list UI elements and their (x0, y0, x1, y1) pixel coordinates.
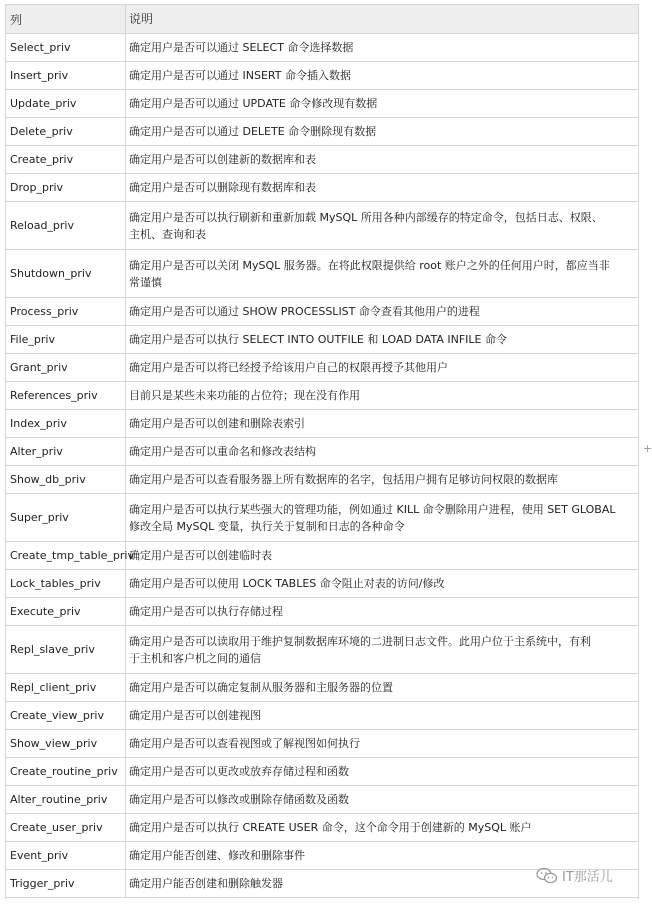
table-row (5, 542, 639, 570)
description-line: 于主机和客户机之间的通信 (129, 651, 261, 665)
privilege-name: Show_view_priv (5, 730, 126, 757)
table-row (5, 758, 639, 786)
table-row (5, 438, 639, 466)
table-row (5, 62, 639, 90)
table-header (5, 4, 639, 34)
privilege-description: 确定用户是否可以将已经授予给该用户自己的权限再授予其他用户 (129, 361, 448, 374)
privilege-name: Select_priv (5, 34, 126, 61)
privilege-name: Repl_slave_priv (5, 626, 126, 673)
privilege-description (126, 202, 639, 249)
table-left-border (5, 4, 6, 899)
description-line: 确定用户是否可以执行某些强大的管理功能，例如通过 KILL 命令删除用户进程，使用 SET GLOBAL (129, 502, 616, 516)
privilege-name: Lock_tables_priv (5, 570, 126, 597)
privilege-description: 确定用户是否可以创建和删除表索引 (129, 417, 305, 430)
table-row (5, 702, 639, 730)
privilege-name: Update_priv (5, 90, 126, 117)
privilege-name: Grant_priv (5, 354, 126, 381)
privilege-name: References_priv (5, 382, 126, 409)
table-row (5, 354, 639, 382)
privilege-description: 确定用户是否可以通过 SHOW PROCESSLIST 命令查看其他用户的进程 (129, 305, 480, 318)
privilege-description: 确定用户是否可以通过 DELETE 命令删除现有数据 (129, 125, 377, 138)
privilege-name: Delete_priv (5, 118, 126, 145)
privilege-description: 确定用户是否可以执行 CREATE USER 命令，这个命令用于创建新的 MySQL 账户 (129, 821, 532, 834)
privilege-description: 目前只是某些未来功能的占位符；现在没有作用 (129, 389, 360, 402)
header-column-description: 说明 (129, 11, 154, 26)
privilege-name: Alter_routine_priv (5, 786, 126, 813)
table-row (5, 730, 639, 758)
table-row (5, 90, 639, 118)
privilege-name: Show_db_priv (5, 466, 126, 493)
table-row (5, 626, 639, 674)
table-row (5, 34, 639, 62)
wechat-icon (536, 867, 558, 885)
privilege-description (126, 494, 639, 541)
privilege-description: 确定用户能否创建、修改和删除事件 (129, 849, 305, 862)
side-plus-mark: + (643, 442, 652, 455)
privilege-table (5, 4, 639, 898)
table-row (5, 118, 639, 146)
privilege-description: 确定用户是否可以更改或放弃存储过程和函数 (129, 765, 349, 778)
privilege-description: 确定用户是否可以通过 UPDATE 命令修改现有数据 (129, 97, 378, 110)
table-row (5, 786, 639, 814)
table-row (5, 250, 639, 298)
privilege-description (126, 250, 639, 297)
description-line: 主机、查询和表 (129, 227, 206, 241)
table-row (5, 570, 639, 598)
privilege-name: Event_priv (5, 842, 126, 869)
privilege-name: Create_priv (5, 146, 126, 173)
table-row (5, 174, 639, 202)
privilege-description: 确定用户是否可以修改或删除存储函数及函数 (129, 793, 349, 806)
description-line: 确定用户是否可以读取用于维护复制数据库环境的二进制日志文件。此用户位于主系统中，有利 (129, 634, 591, 648)
description-line: 确定用户是否可以执行刷新和重新加载 MySQL 所用各种内部缓存的特定命令，包括日志、权限、 (129, 210, 603, 224)
table-row (5, 598, 639, 626)
description-line: 常谨慎 (129, 275, 162, 289)
privilege-name: File_priv (5, 326, 126, 353)
table-row (5, 410, 639, 438)
privilege-description: 确定用户是否可以执行存储过程 (129, 605, 283, 618)
privilege-description (126, 626, 639, 673)
privilege-name: Create_user_priv (5, 814, 126, 841)
header-column-name: 列 (5, 5, 126, 33)
table-row (5, 494, 639, 542)
privilege-name: Super_priv (5, 494, 126, 541)
privilege-name: Drop_priv (5, 174, 126, 201)
privilege-description: 确定用户是否可以创建临时表 (129, 549, 272, 562)
table-row (5, 326, 639, 354)
privilege-description: 确定用户是否可以确定复制从服务器和主服务器的位置 (129, 681, 393, 694)
privilege-description: 确定用户是否可以创建视图 (129, 709, 261, 722)
table-row (5, 814, 639, 842)
privilege-description: 确定用户是否可以执行 SELECT INTO OUTFILE 和 LOAD DATA INFILE 命令 (129, 333, 507, 346)
table-row (5, 146, 639, 174)
privilege-name: Create_view_priv (5, 702, 126, 729)
privilege-description: 确定用户是否可以删除现有数据库和表 (129, 181, 316, 194)
privilege-description: 确定用户是否可以查看视图或了解视图如何执行 (129, 737, 360, 750)
privilege-name: Trigger_priv (5, 870, 126, 897)
privilege-name: Alter_priv (5, 438, 126, 465)
privilege-name: Shutdown_priv (5, 250, 126, 297)
privilege-name: Create_routine_priv (5, 758, 126, 785)
table-row (5, 674, 639, 702)
privilege-name: Execute_priv (5, 598, 126, 625)
privilege-name: Create_tmp_table_priv (5, 542, 126, 569)
privilege-name: Insert_priv (5, 62, 126, 89)
table-row (5, 202, 639, 250)
privilege-name: Process_priv (5, 298, 126, 325)
description-line: 修改全局 MySQL 变量，执行关于复制和日志的各种命令 (129, 519, 405, 533)
watermark (536, 866, 613, 885)
privilege-description: 确定用户是否可以使用 LOCK TABLES 命令阻止对表的访问/修改 (129, 577, 445, 590)
table-right-border (638, 4, 639, 899)
table-row (5, 298, 639, 326)
table-row (5, 466, 639, 494)
privilege-name: Reload_priv (5, 202, 126, 249)
watermark-text: IT那活儿 (562, 870, 613, 885)
description-line: 确定用户是否可以关闭 MySQL 服务器。在将此权限提供给 root 账户之外的任何用户时，都应当非 (129, 258, 610, 272)
privilege-name: Index_priv (5, 410, 126, 437)
privilege-description: 确定用户能否创建和删除触发器 (129, 877, 283, 890)
privilege-description: 确定用户是否可以通过 INSERT 命令插入数据 (129, 69, 351, 82)
privilege-description: 确定用户是否可以查看服务器上所有数据库的名字，包括用户拥有足够访问权限的数据库 (129, 473, 558, 486)
privilege-description: 确定用户是否可以创建新的数据库和表 (129, 153, 316, 166)
table-row (5, 382, 639, 410)
privilege-name: Repl_client_priv (5, 674, 126, 701)
privilege-description: 确定用户是否可以通过 SELECT 命令选择数据 (129, 41, 354, 54)
privilege-description: 确定用户是否可以重命名和修改表结构 (129, 445, 316, 458)
